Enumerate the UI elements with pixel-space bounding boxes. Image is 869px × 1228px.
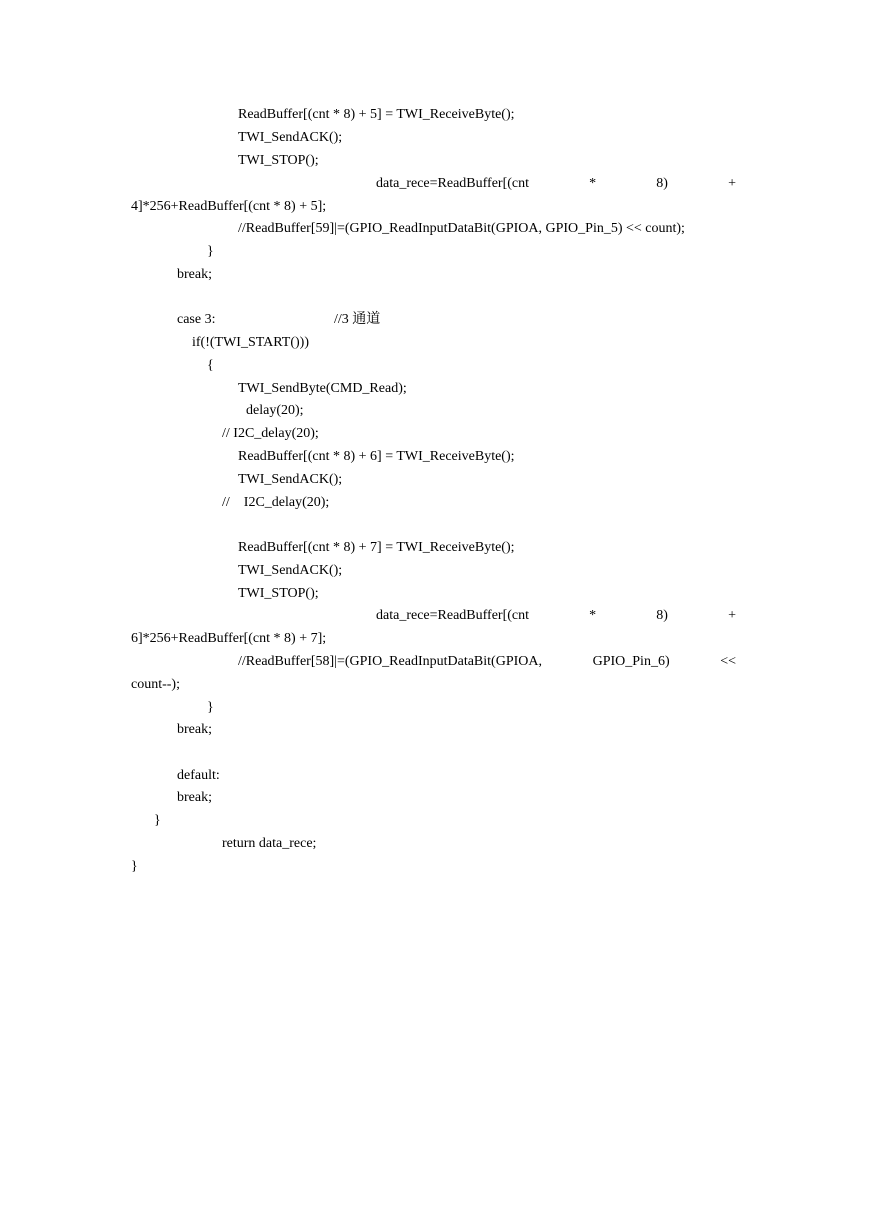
justified-code-line (376, 175, 736, 193)
code-line: ReadBuffer[(cnt * 8) + 7] = TWI_ReceiveByte(); (238, 540, 515, 555)
code-line: case 3: (177, 312, 216, 327)
code-line: ReadBuffer[(cnt * 8) + 5] = TWI_ReceiveByte(); (238, 107, 515, 122)
code-line: default: (177, 768, 220, 783)
code-line: delay(20); (246, 403, 304, 418)
code-line: break; (177, 722, 212, 737)
code-line: TWI_SendACK(); (238, 563, 343, 578)
code-line: TWI_SendByte(CMD_Read); (238, 381, 407, 396)
code-line: count--); (131, 677, 180, 692)
code-comment: //3 通道 (334, 312, 381, 327)
code-line: } (131, 859, 138, 874)
code-token: + (728, 608, 736, 623)
code-token: + (728, 176, 736, 191)
code-line: TWI_STOP(); (238, 586, 319, 601)
code-line: } (207, 244, 214, 259)
code-token: data_rece=ReadBuffer[(cnt (376, 176, 529, 191)
code-line: { (207, 358, 214, 373)
code-line: break; (177, 790, 212, 805)
code-line: // I2C_delay(20); (222, 495, 330, 510)
code-line: } (154, 813, 161, 828)
code-token: 8) (656, 608, 668, 623)
code-line: // I2C_delay(20); (222, 426, 319, 441)
code-token: //ReadBuffer[58]|=(GPIO_ReadInputDataBit(GPIOA, (238, 654, 542, 669)
code-line: break; (177, 267, 212, 282)
code-line: 6]*256+ReadBuffer[(cnt * 8) + 7]; (131, 631, 327, 646)
justified-code-line (238, 653, 736, 671)
code-line: ReadBuffer[(cnt * 8) + 6] = TWI_ReceiveByte(); (238, 449, 515, 464)
code-line: return data_rece; (222, 836, 317, 851)
code-token: * (589, 176, 597, 191)
code-line: TWI_STOP(); (238, 153, 319, 168)
code-line: if(!(TWI_START())) (192, 335, 309, 350)
code-line: //ReadBuffer[59]|=(GPIO_ReadInputDataBit(GPIOA, GPIO_Pin_5) << count); (238, 221, 685, 236)
code-line: 4]*256+ReadBuffer[(cnt * 8) + 5]; (131, 199, 327, 214)
code-line: TWI_SendACK(); (238, 472, 343, 487)
code-token: 8) (656, 176, 668, 191)
code-token: << (720, 654, 736, 669)
code-line: } (207, 700, 214, 715)
code-line: TWI_SendACK(); (238, 130, 343, 145)
code-token: GPIO_Pin_6) (592, 654, 670, 669)
code-token: data_rece=ReadBuffer[(cnt (376, 608, 529, 623)
code-token: * (589, 608, 597, 623)
justified-code-line (376, 607, 736, 625)
